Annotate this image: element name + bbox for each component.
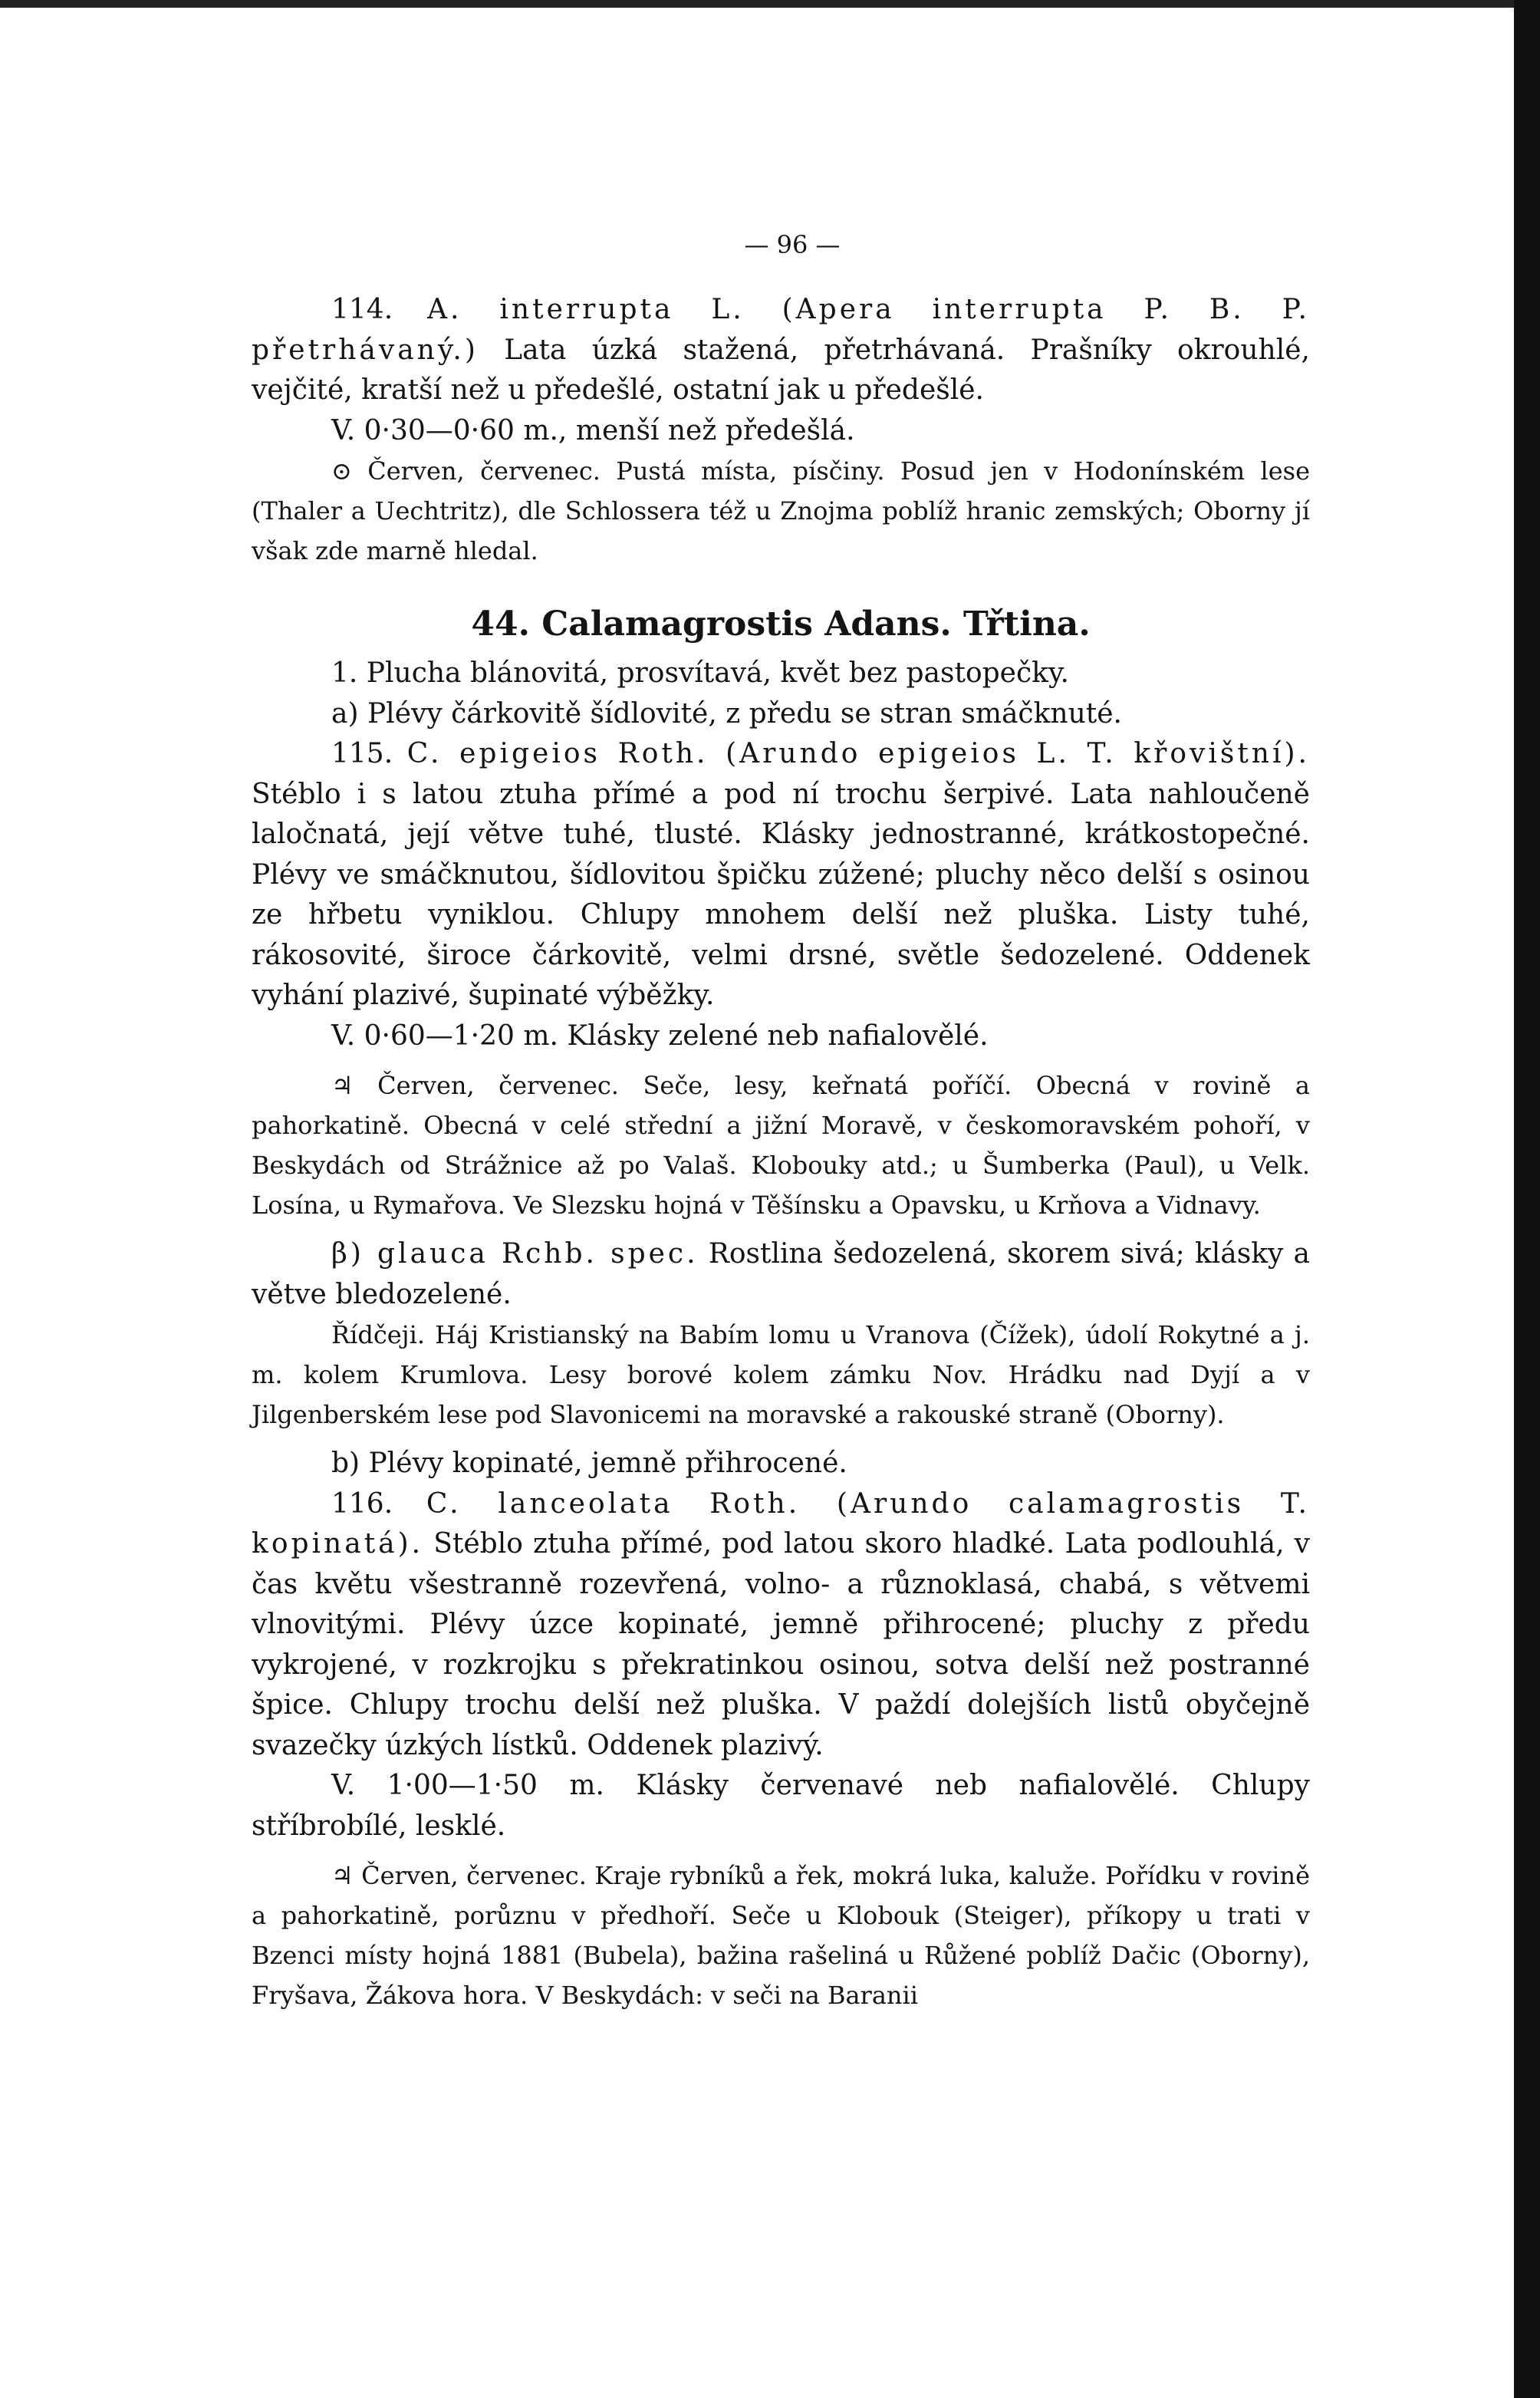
scan-edge-top <box>0 0 1540 8</box>
species-116-distribution-block <box>252 1856 1310 2015</box>
species-115-height: V. 0·60—1·20 m. Klásky zelené neb nafialovělé. <box>331 1019 989 1052</box>
species-114-distribution-block <box>252 451 1310 571</box>
annual-plant-icon: ⊙ <box>331 456 352 486</box>
variety-glauca-distribution: Řídčeji. Háj Kristianský na Babím lomu u Vranova (Čížek), údolí Rokytné a j. m. kolem Krumlova. Lesy borové kolem zámku Nov. Hrádku nad Dyjí a v Jilgenberském lese pod Slavonicemi na moravské a rakouské straně (Oborny). <box>252 1320 1310 1429</box>
variety-glauca-entry <box>252 1234 1310 1315</box>
key-step-a: a) Plévy čárkovitě šídlovité, z předu se stran smáčknuté. <box>331 697 1122 730</box>
species-114-height: V. 0·30—0·60 m., menší než předešlá. <box>331 414 855 446</box>
variety-glauca-description: Rostlina šedozelená, skorem sivá; klásky a větve bledozelené. <box>252 1238 1311 1310</box>
species-115-description: Stéblo i s latou ztuha přímé a pod ní trochu šerpivé. Lata nahloučeně laločnatá, její větve tuhé, tlusté. Klásky jednostranné, krátkostopečné. Plévy ve smáčknutou, šídlovitou špičku zúžené; pluchy něco delší s osinou ze hřbetu vyniklou. Chlupy mnohem delší než pluška. Listy tuhé, rákosovité, široce čárkovitě, velmi drsné, světle šedozelené. Oddenek vyhání plazivé, šupinaté výběžky. <box>252 778 1310 1011</box>
species-115-distribution: Červen, červenec. Seče, lesy, keřnatá poříčí. Obecná v rovině a pahorkatině. Obecná v celé střední a jižní Moravě, v českomoravském pohoří, v Beskydách od Strážnice až po Valaš. Klobouky atd.; u Šumberka (Paul), u Velk. Losína, u Rymařova. Ve Slezsku hojná v Těšínsku a Opavsku, u Krňova a Vidnavy. <box>252 1071 1311 1220</box>
species-114-name: A. interrupta L. (Apera interrupta P. B. P. přetrhávaný.) <box>252 294 1310 366</box>
genus-heading: 44. Calamagrostis Adans. Třtina. <box>471 604 1091 644</box>
species-116-distribution: Červen, červenec. Kraje rybníků a řek, mokrá luka, kaluže. Pořídku v rovině a pahorkatině, porůznu v předhoří. Seče u Klobouk (Steiger), příkopy u trati v Bzenci místy hojná 1881 (Bubela), bažina rašeliná u Růžené poblíž Dačic (Oborny), Fryšava, Žákova hora. V Beskydách: v seči na Baranii <box>252 1861 1311 2010</box>
species-116-height: V. 1·00—1·50 m. Klásky červenavé neb nafialovělé. Chlupy stříbrobílé, lesklé. <box>252 1770 1310 1842</box>
page-number: — 96 — <box>744 230 841 259</box>
species-116-description: Stéblo ztuha přímé, pod latou skoro hladké. Lata podlouhlá, v čas květu všestranně rozevřená, volno- a různoklasá, chabá, s větvemi vlnovitými. Plévy úzce kopinaté, jemně přihrocené; pluchy z předu vykrojené, v rozkrojku s překratinkou osinou, sotva delší než postranné špice. Chlupy trochu delší než pluška. V paždí dolejších listů obyčejně svazečky úzkých lístků. Oddenek plazivý. <box>252 1528 1310 1761</box>
perennial-plant-icon: ♃ <box>331 1071 354 1100</box>
variety-glauca-name: β) glauca Rchb. spec. <box>331 1238 699 1270</box>
species-115-name: C. epigeios Roth. (Arundo epigeios L. T. křovištní). <box>406 738 1310 769</box>
page-content <box>252 230 1310 2015</box>
perennial-plant-icon: ♃ <box>331 1861 354 1890</box>
species-115-distribution-block <box>252 1066 1310 1225</box>
species-114-distribution: Červen, červenec. Pustá místa, písčiny. Posud jen v Hodonínském lese (Thaler a Uechtritz), dle Schlossera též u Znojma poblíž hranic zemských; Oborny jí však zde marně hledal. <box>252 456 1311 565</box>
species-115-entry <box>252 734 1310 1016</box>
species-114-entry <box>252 290 1310 411</box>
species-114-description: Lata úzká stažená, přetrhávaná. Prašníky okrouhlé, vejčité, kratší než u předešlé, ostatní jak u předešlé. <box>252 334 1310 406</box>
key-step-b: b) Plévy kopinaté, jemně přihrocené. <box>331 1448 847 1479</box>
key-step-1: 1. Plucha blánovitá, prosvítavá, květ bez pastopečky. <box>331 657 1069 689</box>
species-114-number: 114. <box>331 294 393 325</box>
species-115-number: 115. <box>331 738 393 769</box>
species-116-number: 116. <box>331 1487 393 1520</box>
species-116-name: C. lanceolata Roth. (Arundo calamagrostis T. kopinatá). <box>252 1487 1310 1560</box>
scan-edge-right <box>1514 0 1540 2398</box>
species-116-entry <box>252 1484 1310 1767</box>
